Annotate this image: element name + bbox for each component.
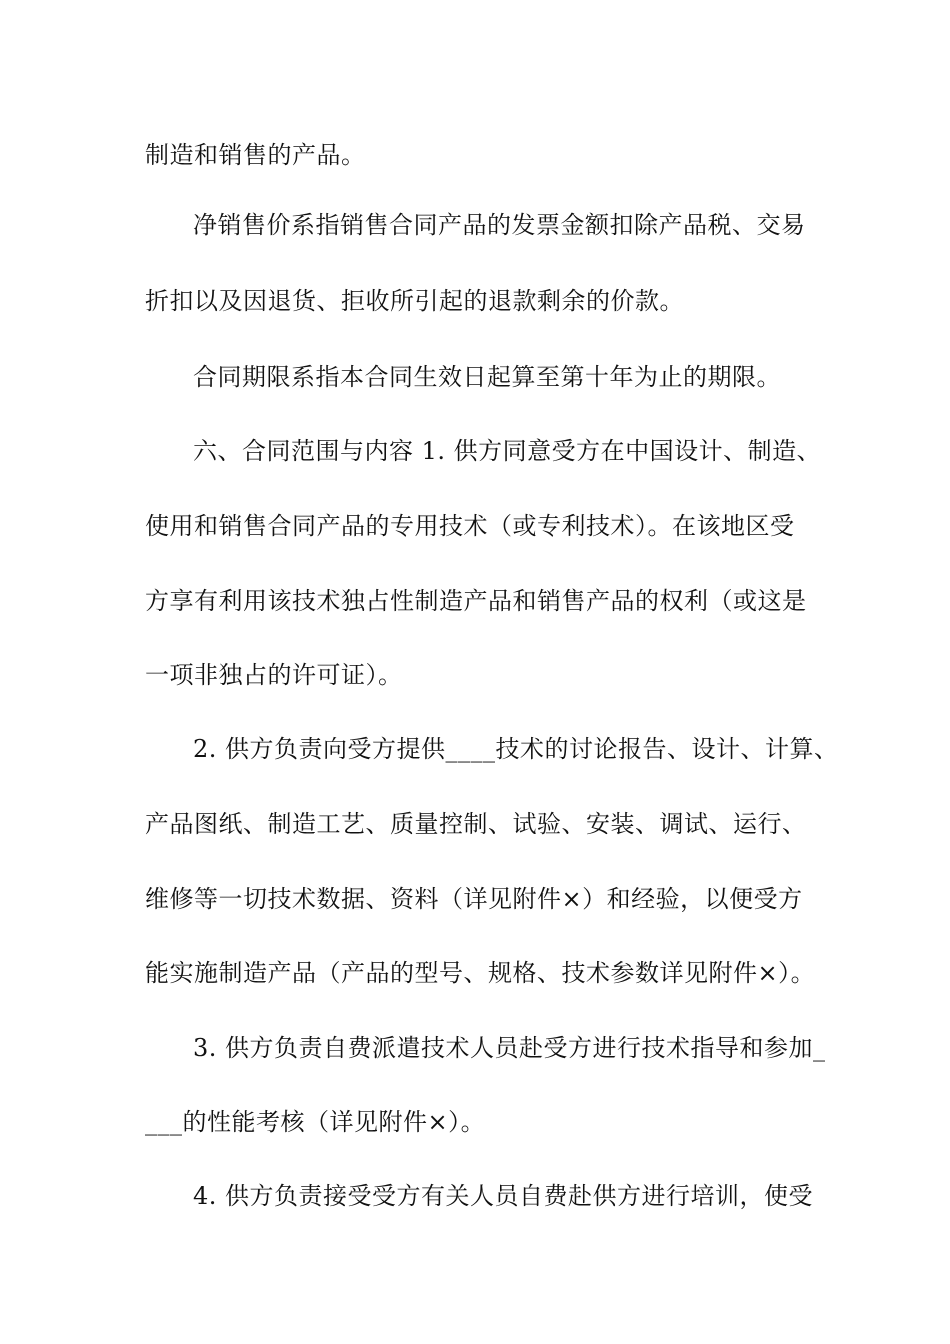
- text-line: 产品图纸、制造工艺、质量控制、试验、安装、调试、运行、: [145, 810, 807, 838]
- text-line: 4. 供方负责接受受方有关人员自费赴供方进行培训，使受: [193, 1182, 814, 1210]
- text-line: 能实施制造产品（产品的型号、规格、技术参数详见附件×）。: [145, 959, 816, 987]
- text-line: 维修等一切技术数据、资料（详见附件×）和经验，以便受方: [145, 885, 803, 913]
- text-line: 使用和销售合同产品的专用技术（或专利技术）。在该地区受: [145, 512, 795, 540]
- text-line: 净销售价系指销售合同产品的发票金额扣除产品税、交易: [193, 211, 806, 239]
- text-line: 制造和销售的产品。: [145, 141, 366, 169]
- text-line: 六、合同范围与内容 1. 供方同意受方在中国设计、制造、: [193, 437, 822, 465]
- text-line: 3. 供方负责自费派遣技术人员赴受方进行技术指导和参加_: [193, 1034, 826, 1062]
- text-line: 一项非独占的许可证）。: [145, 661, 403, 689]
- text-line: 合同期限系指本合同生效日起算至第十年为止的期限。: [193, 363, 781, 391]
- text-line: 2. 供方负责向受方提供____技术的讨论报告、设计、计算、: [193, 735, 839, 763]
- text-line: 折扣以及因退货、拒收所引起的退款剩余的价款。: [145, 287, 684, 315]
- text-line: 方享有利用该技术独占性制造产品和销售产品的权利（或这是: [145, 587, 807, 615]
- text-line: ___的性能考核（详见附件×）。: [145, 1108, 486, 1136]
